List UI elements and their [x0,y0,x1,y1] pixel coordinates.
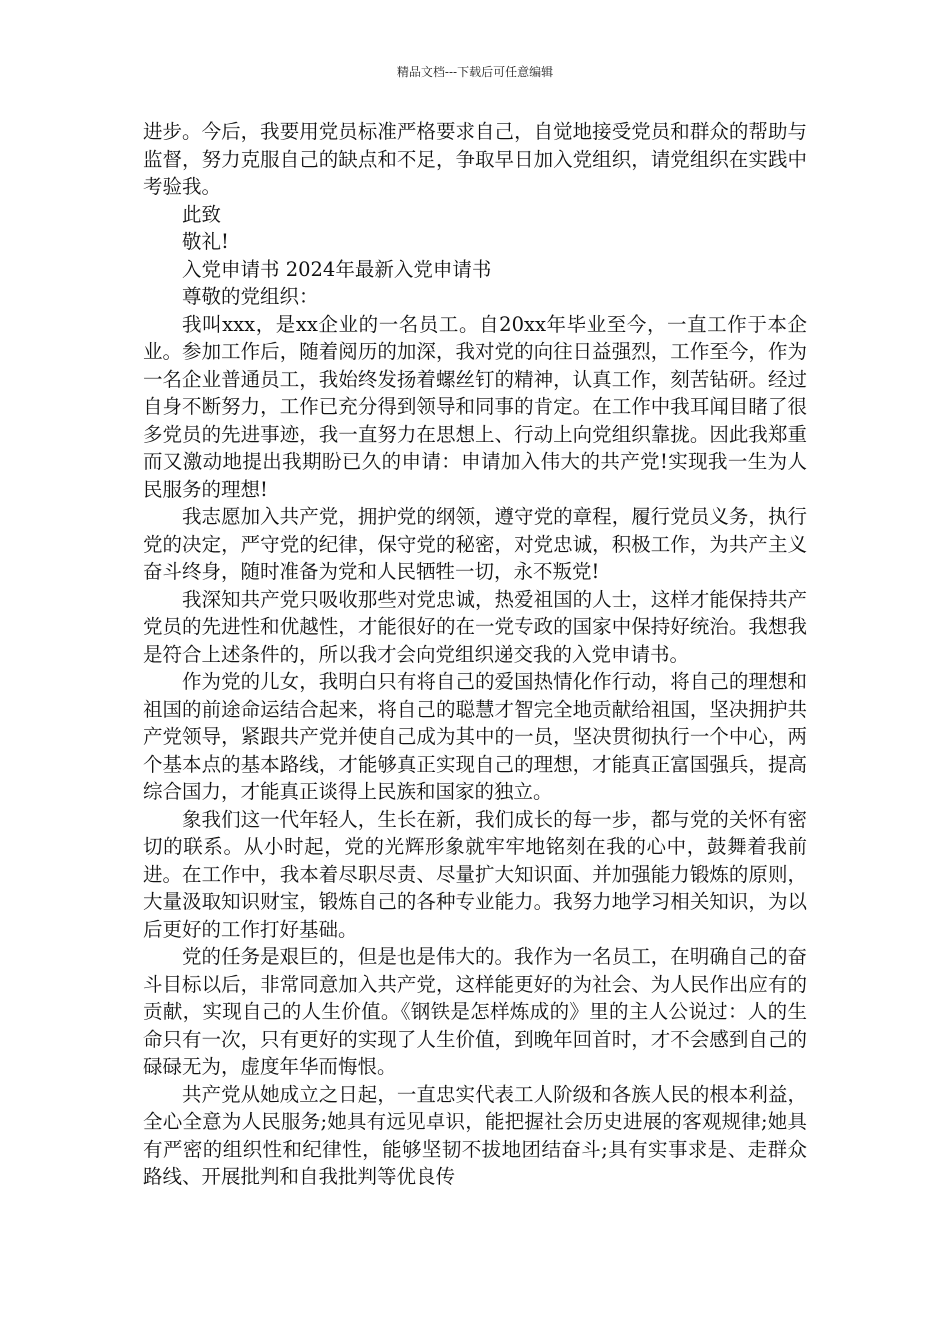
paragraph: 象我们这一代年轻人，生长在新，我们成长的每一步，都与党的关怀有密切的联系。从小时起，党的光辉形象就牢牢地铭刻在我的心中，鼓舞着我前进。在工作中，我本着尽职尽责、尽量扩大知识面、并加强能力锻炼的原则，大量汲取知识财宝，锻炼自己的各种专业能力。我努力地学习相关知识，为以后更好的工作打好基础。 [143,807,807,941]
paragraph: 进步。今后，我要用党员标准严格要求自己，自觉地接受党员和群众的帮助与监督，努力克服自己的缺点和不足，争取早日加入党组织，请党组织在实践中考验我。 [143,120,807,198]
paragraph-greeting: 尊敬的党组织： [182,285,319,308]
paragraph: 党的任务是艰巨的，但是也是伟大的。我作为一名员工，在明确自己的奋斗目标以后，非常同意加入共产党，这样能更好的为社会、为人民作出应有的贡献，实现自己的人生价值。《钢铁是怎样炼成的》里的主人公说过：人的生命只有一次，只有更好的实现了人生价值，到晚年回首时，才不会感到自己的碌碌无为，虚度年华而悔恨。 [143,945,807,1078]
page-header: 精品文档---下载后可任意编辑 [396,65,554,79]
paragraph-salutation: 此致 [182,202,222,226]
section-title: 入党申请书 2024年最新入党申请书 [182,257,492,281]
paragraph: 我志愿加入共产党，拥护党的纲领，遵守党的章程，履行党员义务，执行党的决定，严守党的纪律，保守党的秘密，对党忠诚，积极工作，为共产主义奋斗终身，随时准备为党和人民牺牲一切，永不叛党! [143,505,807,583]
paragraph: 作为党的儿女，我明白只有将自己的爱国热情化作行动，将自己的理想和祖国的前途命运结合起来，将自己的聪慧才智完全地贡献给祖国，坚决拥护共产党领导，紧跟共产党并使自己成为其中的一员，坚决贯彻执行一个中心，两个基本点的基本路线，才能够真正实现自己的理想，才能真正富国强兵，提高综合国力，才能真正谈得上民族和国家的独立。 [143,670,807,803]
paragraph: 共产党从她成立之日起，一直忠实代表工人阶级和各族人民的根本利益，全心全意为人民服务;她具有远见卓识，能把握社会历史进展的客观规律;她具有严密的组织性和纪律性，能够坚韧不拔地团结奋斗;具有实事求是、走群众路线、开展批判和自我批判等优良传 [143,1082,807,1188]
paragraph: 我深知共产党只吸收那些对党忠诚，热爱祖国的人士，这样才能保持共产党员的先进性和优越性，才能很好的在一党专政的国家中保持好统治。我想我是符合上述条件的，所以我才会向党组织递交我的入党申请书。 [143,587,807,666]
paragraph: 我叫xxx，是xx企业的一名员工。自20xx年毕业至今，一直工作于本企业。参加工作后，随着阅历的加深，我对党的向往日益强烈，工作至今，作为一名企业普通员工，我始终发扬着螺丝钉的精神，认真工作，刻苦钻研。经过自身不断努力，工作已充分得到领导和同事的肯定。在工作中我耳闻目睹了很多党员的先进事迹，我一直努力在思想上、行动上向党组织靠拢。因此我郑重而又激动地提出我期盼已久的申请：申请加入伟大的共产党!实现我一生为人民服务的理想! [143,312,807,501]
paragraph-closing: 敬礼! [182,230,229,253]
document-body [143,118,807,1191]
